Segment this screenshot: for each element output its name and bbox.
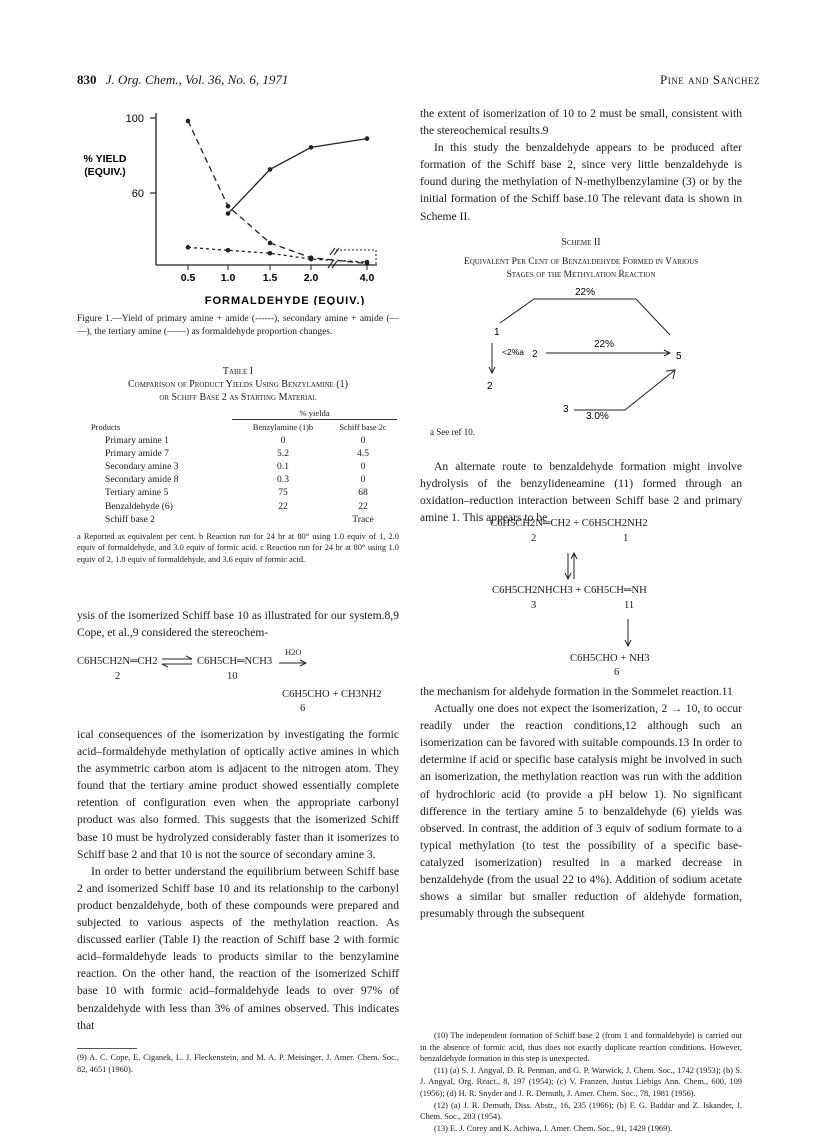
table-footnote: a Reported as equivalent per cent. b Reaction run for 24 hr at 80° using 1.0 equiv of 1, 2.0 equiv of formaldehyde, and 3.0 equiv of formic acid. c Reaction run for 24 hr at 80° using 1.0 equiv of 2, 1.8 equiv of formaldehyde, and 3.6 equiv of formic acid. bbox=[77, 531, 399, 564]
paragraph: In this study the benzaldehyde appears to be produced after formation of the Schiff base 2, since very little benzaldehyde is found during the methylation of N-methylbenzylamine (3) or by the initial formation of the Schiff base.10 The relevant data is shown in Scheme II. bbox=[420, 141, 742, 223]
running-authors: Pine and Sanchez bbox=[660, 72, 760, 87]
equilibrium-arrows-vertical bbox=[564, 551, 578, 581]
x-tick-label: 1.5 bbox=[262, 272, 278, 284]
data-point bbox=[268, 167, 273, 172]
table-title: Table I bbox=[222, 366, 254, 377]
compound-number: 2 bbox=[531, 533, 537, 544]
scheme-arrow-3-to-5 bbox=[574, 370, 675, 410]
right-text-3 bbox=[420, 683, 742, 922]
scheme-title: Scheme II bbox=[561, 237, 601, 248]
scheme-node-5: 5 bbox=[676, 351, 682, 362]
right-footnotes bbox=[420, 1030, 742, 1134]
table-cell-product: Tertiary amine 5 bbox=[105, 487, 169, 499]
table-cell-product: Schiff base 2 bbox=[105, 513, 155, 525]
y-axis-label-line2: (EQUIV.) bbox=[84, 166, 126, 178]
table-cell-value: 75 bbox=[278, 487, 288, 499]
paragraph: In order to better understand the equilibrium between Schiff base 2 and isomerized Schiff base 10 and its relationship to the carbonyl product benzaldehyde, both of these compounds were prepared and subjected to various aspects of the methylation reaction. As discussed earlier (Table I) the reaction of Schiff base 2 with formic acid–formaldehyde leads to products similar to the benzylamine reaction. On the other hand, the reaction of the isomerized Schiff base 10 with formic acid–formaldehyde leads to over 97% of benzaldehyde with less than 3% of amines observed. This indicates that bbox=[77, 864, 399, 1032]
data-point bbox=[365, 136, 370, 141]
scheme-subtitle-2: Stages of the Methylation Reaction bbox=[506, 269, 656, 280]
footnote-10: (10) The independent formation of Schiff base 2 (from 1 and formaldehyde) is carried out in the absence of formic acid, thus does not exactly duplicate reaction conditions. However, benzaldehyde formation in this step is unexpected. bbox=[420, 1031, 742, 1064]
page-header bbox=[77, 72, 288, 88]
scheme-2-diagram bbox=[470, 285, 710, 425]
compound-number: 3 bbox=[531, 600, 537, 611]
table-row bbox=[77, 460, 399, 473]
compound-number: 11 bbox=[624, 600, 635, 611]
table-cell-value: 0 bbox=[280, 435, 286, 447]
compound-number-2: 2 bbox=[115, 671, 121, 682]
table-group-header: % yielda bbox=[232, 408, 397, 420]
table-cell-value: Trace bbox=[352, 513, 374, 525]
hydrolysis-arrow-vertical bbox=[623, 618, 633, 648]
equilibrium-arrows bbox=[160, 655, 194, 669]
scheme-node-2-lower: 2 bbox=[487, 381, 493, 392]
scheme-low-yield: 3.0% bbox=[586, 411, 609, 422]
y-tick-60: 60 bbox=[131, 188, 144, 200]
table-cell-value: 0 bbox=[360, 461, 366, 473]
data-point bbox=[186, 245, 191, 250]
paragraph: ical consequences of the isomerization by investigating the formic acid–formaldehyde methylation of optically active amines in which the asymmetric carbon atom is adjacent to the nitrogen atom. They found that the tertiary amine product showed essentially complete retention of configuration even when the appropriate carbonyl product was also formed. This suggests that the isomerized Schiff base 10 must be hydrolyzed considerably faster than it isomerizes to Schiff base 2 and that 10 is not the source of secondary amine 3. bbox=[77, 728, 399, 861]
table-subtitle-1: Comparison of Product Yields Using Benzylamine (1) bbox=[128, 379, 348, 390]
left-text-1 bbox=[77, 607, 399, 641]
paragraph: An alternate route to benzaldehyde formation might involve hydrolysis of the benzylideneamine (11) formed through an oxidation–reduction interaction between Schiff base 2 and primary amine 1. This appears to be bbox=[420, 460, 742, 525]
paragraph: ysis of the isomerized Schiff base 10 as illustrated for our system.8,9 Cope, et al.,9 considered the stereochem- bbox=[77, 609, 399, 640]
table-cell-value: 0.3 bbox=[277, 474, 289, 486]
table-cell-value: 0.1 bbox=[277, 461, 289, 473]
data-point bbox=[226, 211, 231, 216]
left-text-2 bbox=[77, 726, 399, 1034]
table-cell-product: Secondary amide 8 bbox=[105, 474, 179, 486]
scheme-subtitle-1: Equivalent Per Cent of Benzaldehyde Formed in Various bbox=[463, 256, 699, 267]
table-row bbox=[77, 500, 399, 513]
data-point bbox=[226, 204, 231, 209]
isomerization-eq-mid: C6H5CH═NCH3 bbox=[197, 656, 273, 667]
reaction-eq-a: C6H5CH2N═CH2 + C6H5CH2NH2 bbox=[490, 518, 648, 529]
footnote-rule bbox=[77, 1048, 137, 1049]
paragraph: the mechanism for aldehyde formation in the Sommelet reaction.11 bbox=[420, 685, 733, 698]
scheme-node-2: 2 bbox=[532, 349, 538, 360]
compound-number-10: 10 bbox=[227, 671, 238, 682]
x-tick-label: 4.0 bbox=[359, 272, 375, 284]
table-cell-product: Benzaldehyde (6) bbox=[105, 500, 173, 512]
table-row bbox=[77, 473, 399, 486]
x-tick-labels bbox=[181, 265, 375, 284]
footnote-13: (13) E. J. Corey and K. Achiwa, J. Amer. Chem. Soc., 91, 1429 (1969). bbox=[434, 1123, 673, 1133]
table-cell-value: 0 bbox=[360, 474, 366, 486]
paragraph: Actually one does not expect the isomerization, 2 → 10, to occur readily under the reaction conditions,12 although such an isomerization can be favored with suitable compounds.13 In order to determine if acid or specific base catalysis might be involved in such an isomerization, the methylation reaction was run with the addition of hydrochloric acid (to provide a pH below 1). No significant difference in the tertiary amine 5 to benzaldehyde (6) yields was observed. In contrast, the addition of 3 equiv of sodium formate to a typical methylation (to test the possibility of a specific base-catalyzed isomerization) resulted in a marked decrease in benzaldehyde (from the usual 22 to 4%). Addition of sodium acetate shows a similar but smaller reduction of aldehyde formation, presumably through the subsequent bbox=[420, 702, 742, 921]
table-cell-value: 22 bbox=[278, 500, 288, 512]
table-cell-product: Primary amine 1 bbox=[105, 435, 169, 447]
scheme-arrow-1-to-5 bbox=[500, 299, 670, 335]
table-cell-value: 22 bbox=[358, 500, 368, 512]
x-tick-label: 2.0 bbox=[303, 272, 319, 284]
compound-number: 6 bbox=[614, 667, 620, 678]
data-point bbox=[309, 145, 314, 150]
x-tick-label: 1.0 bbox=[220, 272, 236, 284]
figure-1-chart bbox=[80, 105, 400, 305]
table-cell-product: Primary amide 7 bbox=[105, 448, 169, 460]
data-point bbox=[186, 119, 191, 124]
page-number: 830 bbox=[77, 72, 97, 87]
series-line-solid bbox=[228, 139, 367, 214]
scheme-less-than-2: <2%a bbox=[502, 347, 524, 357]
reaction-eq-c: C6H5CHO + NH3 bbox=[570, 653, 650, 664]
isomerization-eq-left: C6H5CH2N═CH2 bbox=[77, 656, 158, 667]
table-row bbox=[77, 447, 399, 460]
footnote-11: (11) (a) S. J. Angyal, D. R. Penman, and G. P. Warwick, J. Chem. Soc., 1742 (1953); (b) S. J. Angyal, Org. React., 8, 197 (1954); (c) V. Franzen, Justus Liebigs Ann. Chem., 600, 109 (1956); (d) H. R. Snyder and J. R. Demuth, J. Amer. Chem. Soc., 78, 1981 (1956). bbox=[420, 1065, 742, 1098]
table-col-header: Schiff base 2c bbox=[339, 423, 387, 432]
scheme-note: a See ref 10. bbox=[430, 427, 475, 437]
chart-data-marks bbox=[186, 119, 370, 266]
scheme-top-yield: 22% bbox=[575, 287, 596, 298]
table-cell-value: 4.5 bbox=[357, 448, 369, 460]
footnote-12: (12) (a) J. R. Demuth, Diss. Abstr., 16, 235 (1966); (b) F. G. Baddar and Z. Iskander, J. Chem. Soc., 203 (1954). bbox=[420, 1100, 742, 1122]
table-cell-value: 68 bbox=[358, 487, 368, 499]
data-point bbox=[309, 257, 314, 262]
table-cell-product: Secondary amine 3 bbox=[105, 461, 179, 473]
right-text-1 bbox=[420, 105, 742, 225]
h2o-label: H2O bbox=[285, 647, 302, 657]
table-row bbox=[77, 434, 399, 447]
y-axis-label-line1: % YIELD bbox=[83, 153, 127, 165]
table-col-header: Benzylamine (1)b bbox=[252, 423, 314, 432]
table-cell-value bbox=[239, 513, 327, 526]
right-text-2 bbox=[420, 458, 742, 526]
data-point bbox=[226, 248, 231, 253]
table-cell-value: 5.2 bbox=[277, 448, 289, 460]
table-1 bbox=[77, 365, 399, 566]
y-tick-100: 100 bbox=[125, 113, 144, 125]
paragraph: the extent of isomerization of 10 to 2 must be small, consistent with the stereochemical results.9 bbox=[420, 107, 742, 138]
table-col-header: Products bbox=[91, 423, 121, 432]
x-axis-label: FORMALDEHYDE (EQUIV.) bbox=[204, 295, 366, 305]
scheme-node-3: 3 bbox=[563, 404, 569, 415]
journal-citation: J. Org. Chem., Vol. 36, No. 6, 1971 bbox=[105, 72, 289, 87]
figure-caption: Figure 1.—Yield of primary amine + amide (------), secondary amine + amide (— —), the tertiary amine (——) as formaldehyde proportion changes. bbox=[77, 314, 399, 337]
hydrolysis-products: C6H5CHO + CH3NH2 bbox=[282, 689, 382, 700]
left-footnote: (9) A. C. Cope, E. Ciganek, L. J. Fleckenstein, and M. A. P. Meisinger, J. Amer. Chem. Soc., 82, 4651 (1960). bbox=[77, 1053, 399, 1074]
data-point bbox=[268, 251, 273, 256]
compound-number: 1 bbox=[623, 533, 629, 544]
compound-number-6: 6 bbox=[300, 703, 306, 714]
scheme-mid-yield: 22% bbox=[594, 339, 615, 350]
table-row bbox=[77, 513, 399, 526]
data-point bbox=[268, 241, 273, 246]
reaction-eq-b: C6H5CH2NHCH3 + C6H5CH═NH bbox=[492, 585, 647, 596]
data-point bbox=[365, 260, 370, 265]
hydrolysis-arrow bbox=[278, 658, 308, 668]
x-tick-label: 0.5 bbox=[180, 272, 196, 284]
scheme-node-1: 1 bbox=[494, 327, 500, 338]
table-subtitle-2: or Schiff Base 2 as Starting Material bbox=[159, 392, 317, 403]
table-cell-value: 0 bbox=[360, 435, 366, 447]
table-grid bbox=[77, 421, 399, 526]
table-row bbox=[77, 486, 399, 499]
